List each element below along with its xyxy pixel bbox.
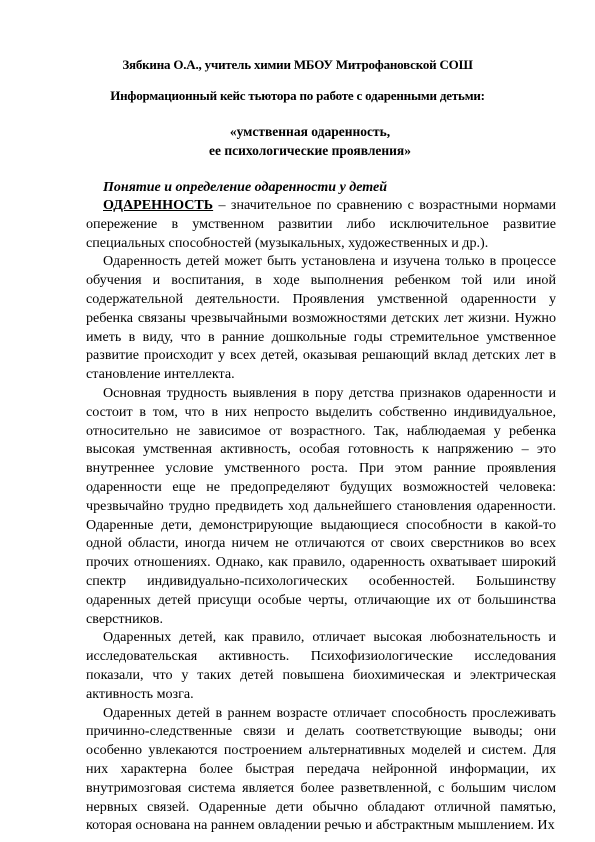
definition-paragraph [86, 196, 556, 252]
section-heading: Понятие и определение одаренности у детей [103, 180, 387, 195]
subtitle-line-2: ее психологические проявления» [208, 143, 411, 158]
term-giftedness: ОДАРЕННОСТЬ [103, 197, 214, 213]
body-text [86, 196, 556, 835]
definition-text: – значительное по сравнению с возрастными нормами опережение в умственном развитии либо исключительное развитие специальных способностей (музыкальных, художественных и др.). [86, 197, 556, 251]
paragraph-3: Одаренных детей, как правило, отличает высокая любознательность и исследовательская активность. Психофизиологические исследования показали, что у таких детей повышена биохимическая и электрическая активность мозга. [86, 629, 556, 702]
paragraph-2: Основная трудность выявления в пору детства признаков одаренности и состоит в том, что в них непросто выделить собственно индивидуальное, относительно не зависимое от возрастного. Так, наблюдаемая у ребенка высокая умственная активность, особая готовность к напряжению – это внутреннее условие умственного роста. При этом ранние проявления одаренности еще не предопределяют будущих возможностей человека: чрезвычайно трудно предвидеть ход дальнейшего становления одаренности. Одаренные дети, демонстрирующие выдающиеся способности в какой-то одной области, иногда ничем не отличаются от своих сверстников во всех прочих отношениях. Однако, как правило, одаренность охватывает широкий спектр индивидуально-психологических особенностей. Большинству одаренных детей присущи особые черты, отличающие их от большинства сверстников. [86, 384, 556, 627]
paragraph-1: Одаренность детей может быть установлена и изучена только в процессе обучения и воспитания, в ходе выполнения ребенком той или иной содержательной деятельности. Проявления умственной одаренности у ребенка связаны чрезвычайными возможностями детских лет жизни. Нужно иметь в виду, что в ранние дошкольные годы стремительное умственное развитие происходит у всех детей, оказывая решающий вклад детских лет в становление интеллекта. [86, 253, 556, 383]
paragraph-4: Одаренных детей в раннем возрасте отличает способность прослеживать причинно-следственные связи и делать соответствующие выводы; они особенно увлекаются построением альтернативных моделей и систем. Для них характерна более быстрая передача нейронной информации, их внутримозговая система является более разветвленной, с большим числом нервных связей. Одаренные дети обычно обладают отличной памятью, которая основана на раннем овладении речью и абстрактным мышлением. Их [86, 704, 556, 834]
subtitle-line-1: «умственная одаренность, [229, 124, 391, 139]
author-line: Зябкина О.А., учитель химии МБОУ Митрофановской СОШ [122, 57, 473, 72]
case-title: Информационный кейс тьютора по работе с одаренными детьми: [110, 88, 485, 103]
